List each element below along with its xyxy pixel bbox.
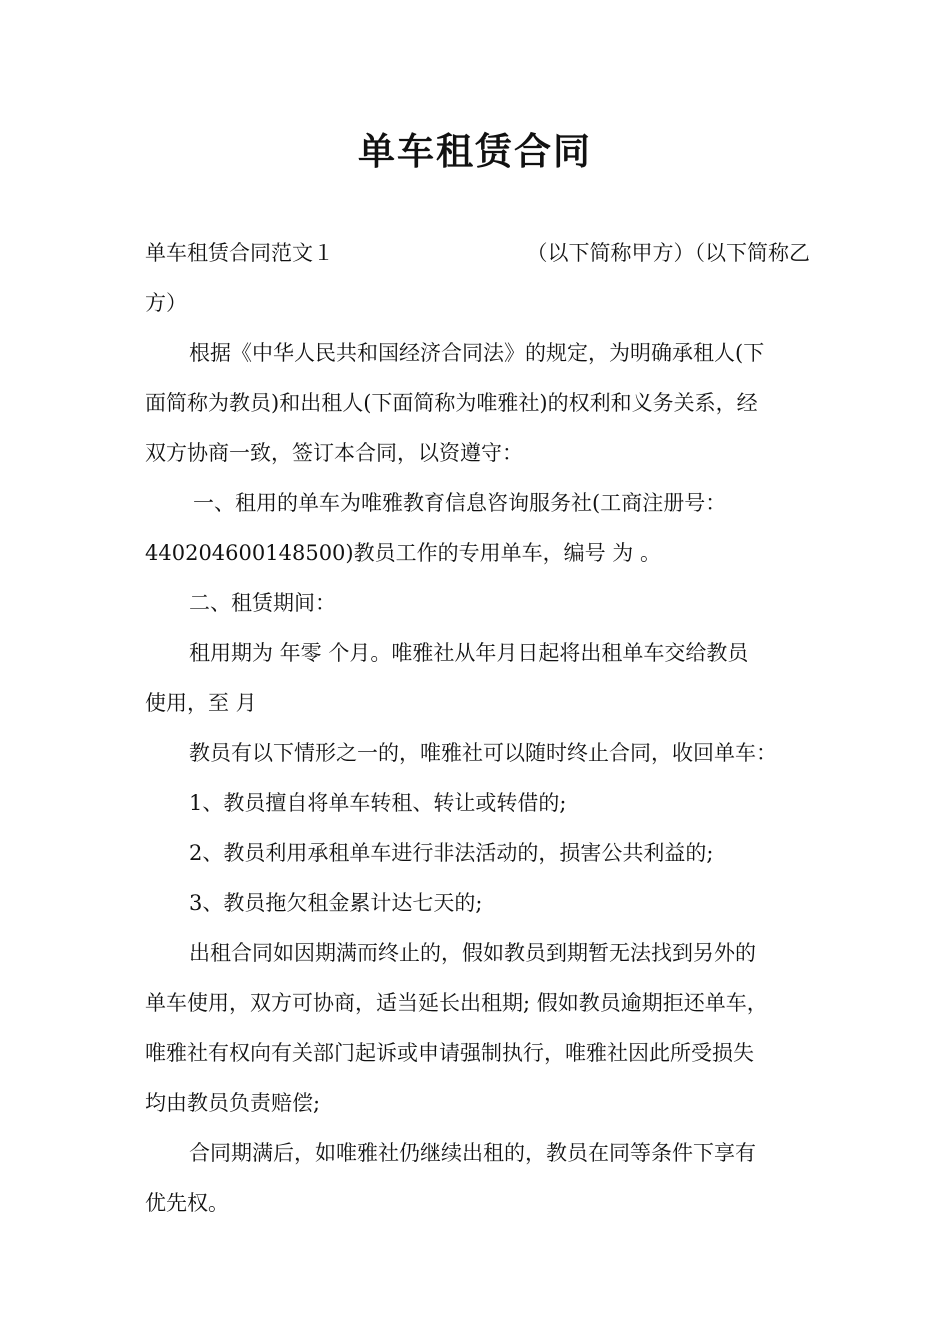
paragraph-line: 双方协商一致，签订本合同，以资遵守： <box>145 441 523 465</box>
paragraph-line: 面简称为教员)和出租人(下面简称为唯雅社)的权利和义务关系，经 <box>145 391 758 415</box>
paragraph-line: 均由教员负责赔偿; <box>145 1091 321 1115</box>
paragraph-line: 单车使用，双方可协商，适当延长出租期; 假如教员逾期拒还单车， <box>145 991 768 1015</box>
paragraph-line: 根据《中华人民共和国经济合同法》的规定，为明确承租人(下 <box>189 341 765 365</box>
list-item: 2、教员利用承租单车进行非法活动的，损害公共利益的; <box>189 841 714 865</box>
document-body <box>145 228 810 1228</box>
document-title: 单车租赁合同 <box>358 130 592 173</box>
intro-line-2: 方） <box>145 291 187 315</box>
paragraph-line: 优先权。 <box>145 1191 229 1215</box>
paragraph-line: 租用期为 年零 个月。唯雅社从年月日起将出租单车交给教员 <box>189 641 749 665</box>
list-item: 3、教员拖欠租金累计达七天的; <box>189 891 483 915</box>
clause-1-line: 一、租用的单车为唯雅教育信息咨询服务社(工商注册号： <box>193 491 727 515</box>
intro-line-1 <box>145 228 810 278</box>
paragraph-line: 教员有以下情形之一的，唯雅社可以随时终止合同，收回单车： <box>189 741 777 765</box>
list-item: 1、教员擅自将单车转租、转让或转借的; <box>189 791 567 815</box>
clause-1-line: 440204600148500)教员工作的专用单车，编号 为 。 <box>145 541 661 565</box>
paragraph-line: 唯雅社有权向有关部门起诉或申请强制执行，唯雅社因此所受损失 <box>145 1041 754 1065</box>
intro-parties: （以下简称甲方）（以下简称乙 <box>526 241 810 265</box>
clause-2-heading: 二、租赁期间： <box>189 591 336 615</box>
paragraph-line: 合同期满后，如唯雅社仍继续出租的，教员在同等条件下享有 <box>189 1141 756 1165</box>
intro-contract-name: 单车租赁合同范文１ <box>145 241 334 265</box>
paragraph-line: 使用，至 月 <box>145 691 257 715</box>
paragraph-line: 出租合同如因期满而终止的，假如教员到期暂无法找到另外的 <box>189 941 756 965</box>
